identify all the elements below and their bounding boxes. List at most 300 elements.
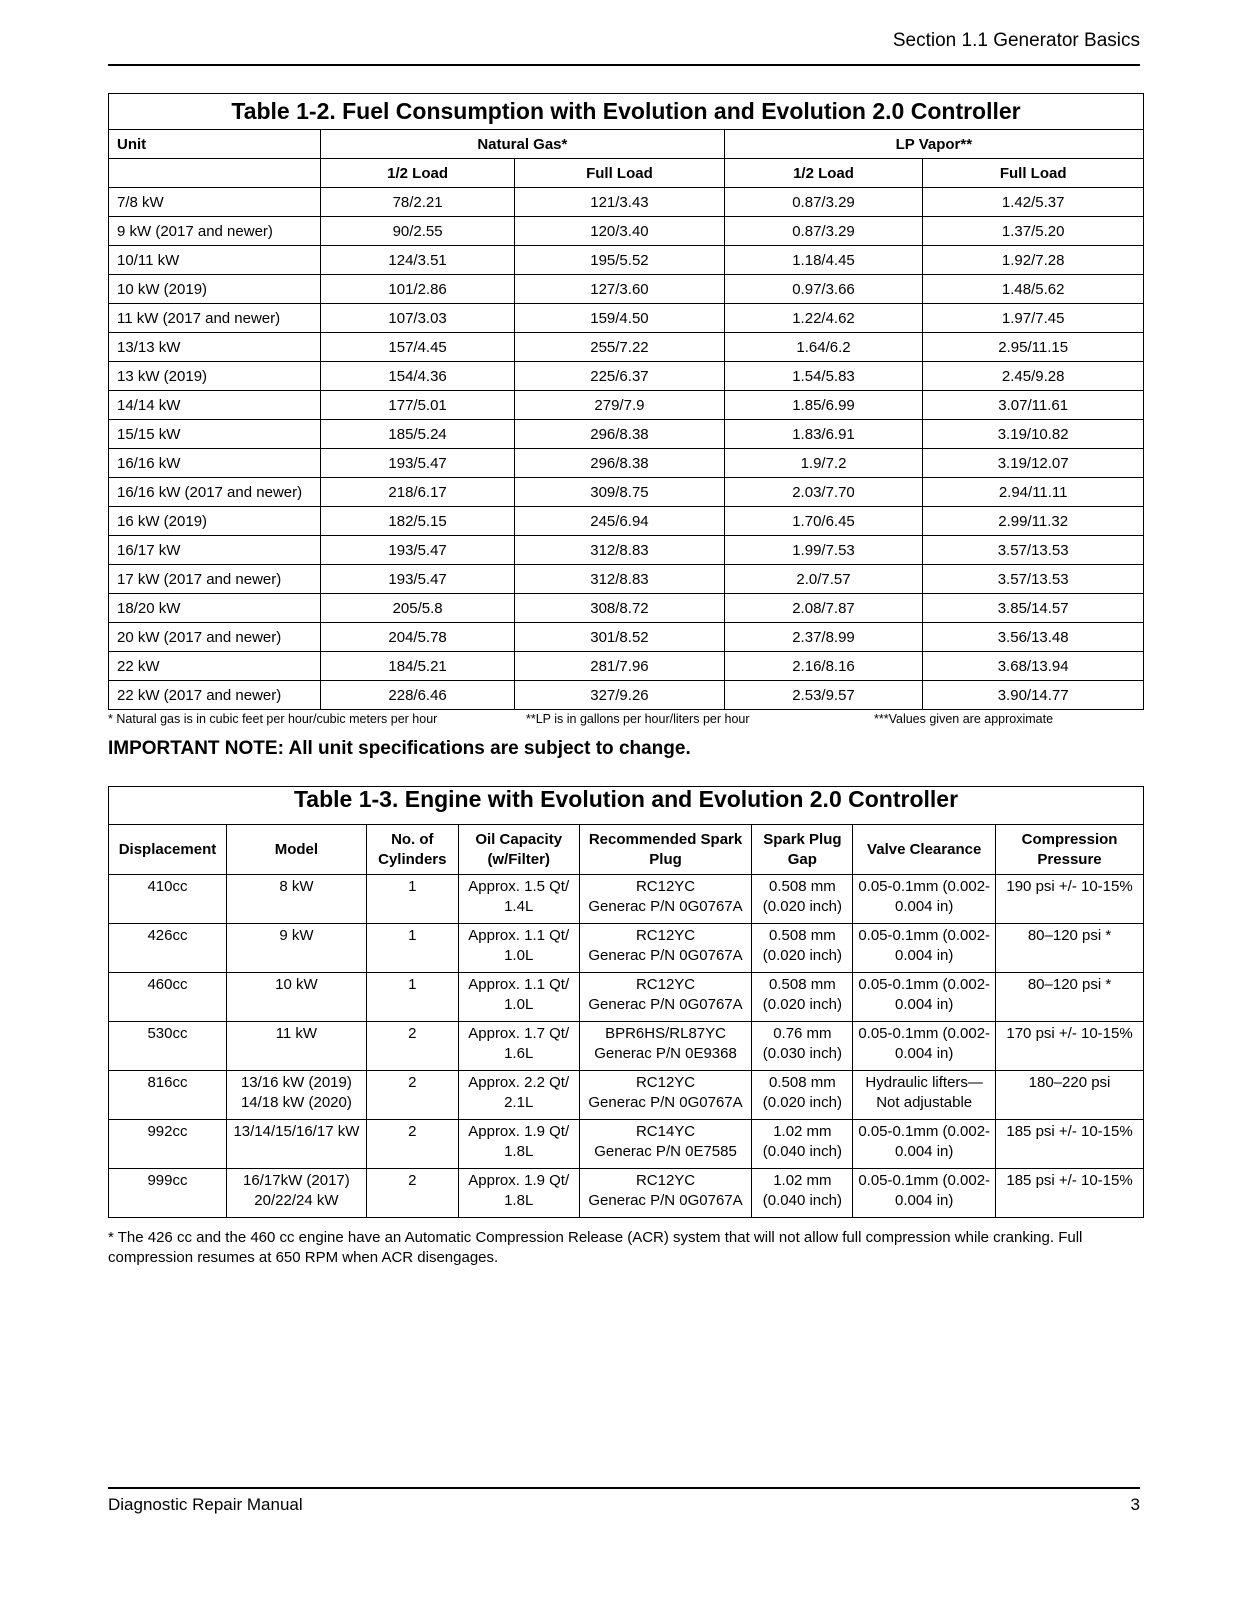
cell-lp-full: 1.42/5.37 [923,188,1144,217]
cell-unit: 16/17 kW [109,536,321,565]
cell-line: 999cc [147,1172,188,1189]
cell-lp-half: 2.0/7.57 [724,565,923,594]
table-cell [579,973,752,1022]
cell-line: RC12YC [635,1074,696,1091]
header-ng-full-load: Full Load [515,159,724,188]
table-cell [853,875,996,924]
table-cell [458,924,579,973]
table-row [109,362,1144,391]
table-row [109,1169,1144,1218]
table-cell [853,973,996,1022]
table-cell [458,1120,579,1169]
cell-ng-half: 157/4.45 [321,333,515,362]
cell-line: BPR6HS/RL87YC [605,1025,726,1042]
cell-line: 80–120 psi * [1027,927,1112,944]
cell-lp-full: 3.19/10.82 [923,420,1144,449]
table-cell [109,1169,227,1218]
cell-lp-half: 1.70/6.45 [724,507,923,536]
table-cell [853,1022,996,1071]
cell-unit: 7/8 kW [109,188,321,217]
cell-line: 0.004 in) [894,1045,954,1062]
cell-line: 460cc [147,976,188,993]
cell-unit: 10/11 kW [109,246,321,275]
cell-line: 14/18 kW (2020) [240,1094,352,1111]
cell-line: 0.05-0.1mm (0.002- [858,976,991,993]
header-lp-vapor: LP Vapor** [724,130,1143,159]
cell-line: Approx. 1.9 Qt/ [468,1172,570,1189]
cell-line: 2 [408,1172,417,1189]
header-lp-half-load: 1/2 Load [724,159,923,188]
table-row [109,304,1144,333]
cell-line: 185 psi +/- 10-15% [1006,1123,1133,1140]
cell-line: 1.02 mm [773,1123,832,1140]
header-line: Compression [1021,830,1118,848]
section-title: Section 1.1 Generator Basics [892,30,1140,51]
cell-line: (0.040 inch) [762,1192,842,1209]
table-cell [752,973,853,1022]
cell-unit: 11 kW (2017 and newer) [109,304,321,333]
table-row [109,652,1144,681]
cell-lp-half: 1.85/6.99 [724,391,923,420]
cell-unit: 17 kW (2017 and newer) [109,565,321,594]
table-cell [752,875,853,924]
cell-lp-half: 2.16/8.16 [724,652,923,681]
cell-unit: 13 kW (2019) [109,362,321,391]
column-header [109,825,227,875]
cell-ng-half: 107/3.03 [321,304,515,333]
cell-lp-full: 2.94/11.11 [923,478,1144,507]
cell-lp-full: 1.92/7.28 [923,246,1144,275]
cell-ng-half: 205/5.8 [321,594,515,623]
cell-line: RC12YC [635,927,696,944]
cell-line: (0.020 inch) [762,898,842,915]
table-row [109,875,1144,924]
cell-line: 0.508 mm [769,878,836,895]
cell-ng-full: 195/5.52 [515,246,724,275]
cell-ng-full: 255/7.22 [515,333,724,362]
cell-lp-half: 1.18/4.45 [724,246,923,275]
cell-line: Generac P/N 0G0767A [588,1192,743,1209]
table-row [109,623,1144,652]
cell-line: 816cc [147,1074,188,1091]
cell-ng-half: 193/5.47 [321,536,515,565]
cell-ng-full: 312/8.83 [515,565,724,594]
cell-line: (0.040 inch) [762,1143,842,1160]
cell-line: Generac P/N 0E7585 [594,1143,737,1160]
cell-line: 0.05-0.1mm (0.002- [858,927,991,944]
header-line: Gap [787,850,817,868]
header-line: Oil Capacity [475,830,563,848]
header-line: No. of [391,830,434,848]
table-cell [366,1071,458,1120]
table-cell [366,875,458,924]
cell-line: 0.76 mm [773,1025,832,1042]
cell-line: RC14YC [635,1123,696,1140]
table-row [109,275,1144,304]
cell-lp-full: 1.97/7.45 [923,304,1144,333]
header-line: Spark Plug [763,830,842,848]
cell-line: 0.05-0.1mm (0.002- [858,1172,991,1189]
header-line: Displacement [118,840,217,858]
cell-ng-full: 281/7.96 [515,652,724,681]
cell-line: 426cc [147,927,188,944]
cell-line: Approx. 1.7 Qt/ [468,1025,570,1042]
cell-line: Generac P/N 0G0767A [588,996,743,1013]
table-row [109,1022,1144,1071]
cell-unit: 18/20 kW [109,594,321,623]
cell-line: 0.05-0.1mm (0.002- [858,1025,991,1042]
cell-lp-half: 2.03/7.70 [724,478,923,507]
header-blank [109,159,321,188]
cell-line: 2.1L [504,1094,534,1111]
cell-ng-full: 312/8.83 [515,536,724,565]
table-cell [109,1120,227,1169]
cell-line: 1.4L [504,898,534,915]
cell-line: 0.508 mm [769,927,836,944]
cell-line: 1.8L [504,1143,534,1160]
table-cell [752,1022,853,1071]
column-header [226,825,366,875]
cell-unit: 16/16 kW (2017 and newer) [109,478,321,507]
cell-line: 1 [408,927,417,944]
cell-line: 530cc [147,1025,188,1042]
table-row [109,449,1144,478]
cell-line: RC12YC [635,976,696,993]
table-cell [853,924,996,973]
cell-line: 0.508 mm [769,1074,836,1091]
cell-line: RC12YC [635,1172,696,1189]
cell-ng-full: 120/3.40 [515,217,724,246]
cell-line: 0.004 in) [894,947,954,964]
table-cell [366,973,458,1022]
cell-ng-full: 127/3.60 [515,275,724,304]
cell-line: 20/22/24 kW [254,1192,339,1209]
cell-ng-full: 225/6.37 [515,362,724,391]
table-cell [109,875,227,924]
cell-unit: 16 kW (2019) [109,507,321,536]
cell-lp-full: 3.07/11.61 [923,391,1144,420]
table-cell [109,1022,227,1071]
cell-line: Generac P/N 0G0767A [588,947,743,964]
cell-line: 190 psi +/- 10-15% [1006,878,1133,895]
table-cell [996,1022,1144,1071]
cell-unit: 9 kW (2017 and newer) [109,217,321,246]
table-cell [366,924,458,973]
cell-line: Approx. 1.5 Qt/ [468,878,570,895]
cell-line: 180–220 psi [1028,1074,1111,1091]
cell-lp-full: 1.37/5.20 [923,217,1144,246]
cell-line: Not adjustable [876,1094,973,1111]
cell-ng-full: 296/8.38 [515,420,724,449]
cell-line: 410cc [147,878,188,895]
table-cell [752,1071,853,1120]
cell-line: Approx. 1.1 Qt/ [468,976,570,993]
table-cell [579,1071,752,1120]
cell-lp-full: 3.19/12.07 [923,449,1144,478]
cell-line: 1 [408,976,417,993]
cell-ng-half: 101/2.86 [321,275,515,304]
cell-lp-full: 3.57/13.53 [923,536,1144,565]
cell-lp-full: 3.57/13.53 [923,565,1144,594]
cell-lp-full: 2.99/11.32 [923,507,1144,536]
cell-lp-half: 2.53/9.57 [724,681,923,710]
cell-unit: 16/16 kW [109,449,321,478]
table-cell [579,1169,752,1218]
header-ng-half-load: 1/2 Load [321,159,515,188]
table-row [109,565,1144,594]
table-cell [226,924,366,973]
cell-ng-full: 327/9.26 [515,681,724,710]
table-cell [226,1071,366,1120]
cell-ng-half: 182/5.15 [321,507,515,536]
table-cell [853,1169,996,1218]
cell-lp-half: 2.08/7.87 [724,594,923,623]
header-line: Valve Clearance [867,840,982,858]
cell-lp-half: 0.87/3.29 [724,188,923,217]
table-cell [226,1120,366,1169]
header-line: Cylinders [378,850,447,868]
table-cell [109,924,227,973]
engine-table [108,786,1144,1218]
table-cell [579,924,752,973]
table-cell [366,1022,458,1071]
table-cell [853,1071,996,1120]
cell-lp-full: 3.56/13.48 [923,623,1144,652]
table-row [109,1071,1144,1120]
table-cell [366,1120,458,1169]
cell-line: 1.8L [504,1192,534,1209]
cell-line: 0.004 in) [894,1143,954,1160]
cell-line: Hydraulic lifters— [865,1074,983,1091]
cell-line: Generac P/N 0G0767A [588,898,743,915]
table-caption: Table 1-2. Fuel Consumption with Evolution and Evolution 2.0 Controller [109,94,1144,130]
cell-ng-half: 193/5.47 [321,565,515,594]
table-cell [996,924,1144,973]
page-number: 3 [1130,1495,1140,1514]
cell-lp-full: 3.85/14.57 [923,594,1144,623]
cell-unit: 13/13 kW [109,333,321,362]
cell-line: 0.05-0.1mm (0.002- [858,1123,991,1140]
header-line: Plug [649,850,682,868]
table-row [109,507,1144,536]
page-header [108,30,1140,66]
table-row [109,420,1144,449]
table-cell [109,973,227,1022]
cell-line: 1.0L [504,996,534,1013]
important-note: IMPORTANT NOTE: All unit specifications are subject to change. [108,738,691,759]
table-row [109,333,1144,362]
cell-ng-half: 184/5.21 [321,652,515,681]
table-cell [458,973,579,1022]
column-header [996,825,1144,875]
cell-unit: 22 kW [109,652,321,681]
cell-line: (0.030 inch) [762,1045,842,1062]
cell-lp-half: 0.87/3.29 [724,217,923,246]
table-row [109,594,1144,623]
table-cell [458,1071,579,1120]
cell-ng-half: 185/5.24 [321,420,515,449]
cell-line: 1.6L [504,1045,534,1062]
cell-line: 2 [408,1123,417,1140]
table-cell [226,973,366,1022]
cell-ng-half: 218/6.17 [321,478,515,507]
table-cell [752,924,853,973]
cell-line: Approx. 2.2 Qt/ [468,1074,570,1091]
cell-ng-half: 90/2.55 [321,217,515,246]
cell-lp-full: 3.90/14.77 [923,681,1144,710]
table-cell [579,1120,752,1169]
table-cell [579,875,752,924]
table-cell [853,1120,996,1169]
cell-line: 9 kW [279,927,314,944]
cell-unit: 22 kW (2017 and newer) [109,681,321,710]
cell-lp-half: 1.54/5.83 [724,362,923,391]
column-header [752,825,853,875]
cell-line: 11 kW [275,1025,318,1042]
column-header [458,825,579,875]
cell-line: Approx. 1.1 Qt/ [468,927,570,944]
cell-line: 0.004 in) [894,996,954,1013]
cell-line: 0.004 in) [894,1192,954,1209]
cell-unit: 10 kW (2019) [109,275,321,304]
header-line: Recommended Spark [588,830,743,848]
cell-ng-half: 228/6.46 [321,681,515,710]
cell-ng-full: 279/7.9 [515,391,724,420]
fuel-consumption-table [108,93,1144,710]
table-cell [996,1169,1144,1218]
cell-line: 0.004 in) [894,898,954,915]
table-caption: Table 1-3. Engine with Evolution and Evolution 2.0 Controller [109,787,1144,825]
cell-ng-half: 154/4.36 [321,362,515,391]
cell-line: Generac P/N 0E9368 [594,1045,737,1062]
table-cell [366,1169,458,1218]
column-header [853,825,996,875]
table-cell [996,973,1144,1022]
cell-ng-full: 121/3.43 [515,188,724,217]
cell-line: 1.02 mm [773,1172,832,1189]
table-cell [458,875,579,924]
footnote-natural-gas: * Natural gas is in cubic feet per hour/cubic meters per hour [108,712,438,726]
cell-lp-half: 1.22/4.62 [724,304,923,333]
cell-line: 185 psi +/- 10-15% [1006,1172,1133,1189]
cell-line: 0.508 mm [769,976,836,993]
cell-ng-full: 308/8.72 [515,594,724,623]
cell-line: 992cc [147,1123,188,1140]
table-cell [226,1169,366,1218]
cell-lp-full: 3.68/13.94 [923,652,1144,681]
table-cell [996,875,1144,924]
table-cell [752,1169,853,1218]
cell-ng-half: 204/5.78 [321,623,515,652]
column-header [366,825,458,875]
table-cell [996,1120,1144,1169]
cell-line: 10 kW [275,976,318,993]
cell-line: 80–120 psi * [1027,976,1112,993]
table-cell [458,1022,579,1071]
table-row [109,217,1144,246]
cell-line: 1.0L [504,947,534,964]
table-row [109,246,1144,275]
cell-line: (0.020 inch) [762,996,842,1013]
table-cell [226,1022,366,1071]
cell-line: 8 kW [279,878,314,895]
table-row [109,391,1144,420]
engine-note: * The 426 cc and the 460 cc engine have an Automatic Compression Release (ACR) system that will not allow full compression while cranking. Full compression resumes at 650 RPM when ACR disengages. [108,1229,1083,1266]
header-line: (w/Filter) [487,850,550,868]
cell-ng-half: 193/5.47 [321,449,515,478]
column-header [579,825,752,875]
cell-lp-full: 2.95/11.15 [923,333,1144,362]
footnote-approximate: ***Values given are approximate [874,712,1054,726]
cell-ng-full: 245/6.94 [515,507,724,536]
cell-unit: 14/14 kW [109,391,321,420]
cell-unit: 20 kW (2017 and newer) [109,623,321,652]
header-natural-gas: Natural Gas* [321,130,725,159]
cell-ng-half: 78/2.21 [321,188,515,217]
table-row [109,188,1144,217]
header-lp-full-load: Full Load [923,159,1144,188]
cell-line: (0.020 inch) [762,947,842,964]
cell-lp-full: 1.48/5.62 [923,275,1144,304]
cell-line: (0.020 inch) [762,1094,842,1111]
table-cell [579,1022,752,1071]
table-cell [996,1071,1144,1120]
cell-lp-half: 1.99/7.53 [724,536,923,565]
table-row [109,973,1144,1022]
header-line: Model [274,840,319,858]
cell-line: 13/14/15/16/17 kW [233,1123,360,1140]
footnote-lp: **LP is in gallons per hour/liters per hour [526,712,750,726]
header-unit: Unit [109,130,321,159]
table-cell [458,1169,579,1218]
table-row [109,1120,1144,1169]
table-cell [226,875,366,924]
cell-lp-full: 2.45/9.28 [923,362,1144,391]
manual-title: Diagnostic Repair Manual [108,1495,303,1514]
table-row [109,681,1144,710]
cell-ng-half: 124/3.51 [321,246,515,275]
cell-line: 13/16 kW (2019) [240,1074,352,1091]
cell-line: RC12YC [635,878,696,895]
cell-line: 170 psi +/- 10-15% [1006,1025,1133,1042]
cell-lp-half: 1.64/6.2 [724,333,923,362]
cell-line: 0.05-0.1mm (0.002- [858,878,991,895]
cell-line: Generac P/N 0G0767A [588,1094,743,1111]
cell-lp-half: 1.9/7.2 [724,449,923,478]
cell-ng-full: 296/8.38 [515,449,724,478]
cell-ng-full: 159/4.50 [515,304,724,333]
cell-lp-half: 0.97/3.66 [724,275,923,304]
cell-line: 2 [408,1074,417,1091]
table-cell [109,1071,227,1120]
cell-ng-full: 301/8.52 [515,623,724,652]
header-line: Pressure [1037,850,1102,868]
page-footer [108,1487,1140,1514]
table-row [109,536,1144,565]
cell-ng-half: 177/5.01 [321,391,515,420]
cell-line: 2 [408,1025,417,1042]
table-row [109,924,1144,973]
cell-ng-full: 309/8.75 [515,478,724,507]
cell-lp-half: 1.83/6.91 [724,420,923,449]
cell-line: Approx. 1.9 Qt/ [468,1123,570,1140]
table-row [109,478,1144,507]
cell-line: 1 [408,878,417,895]
cell-unit: 15/15 kW [109,420,321,449]
cell-lp-half: 2.37/8.99 [724,623,923,652]
table-cell [752,1120,853,1169]
cell-line: 16/17kW (2017) [243,1172,350,1189]
